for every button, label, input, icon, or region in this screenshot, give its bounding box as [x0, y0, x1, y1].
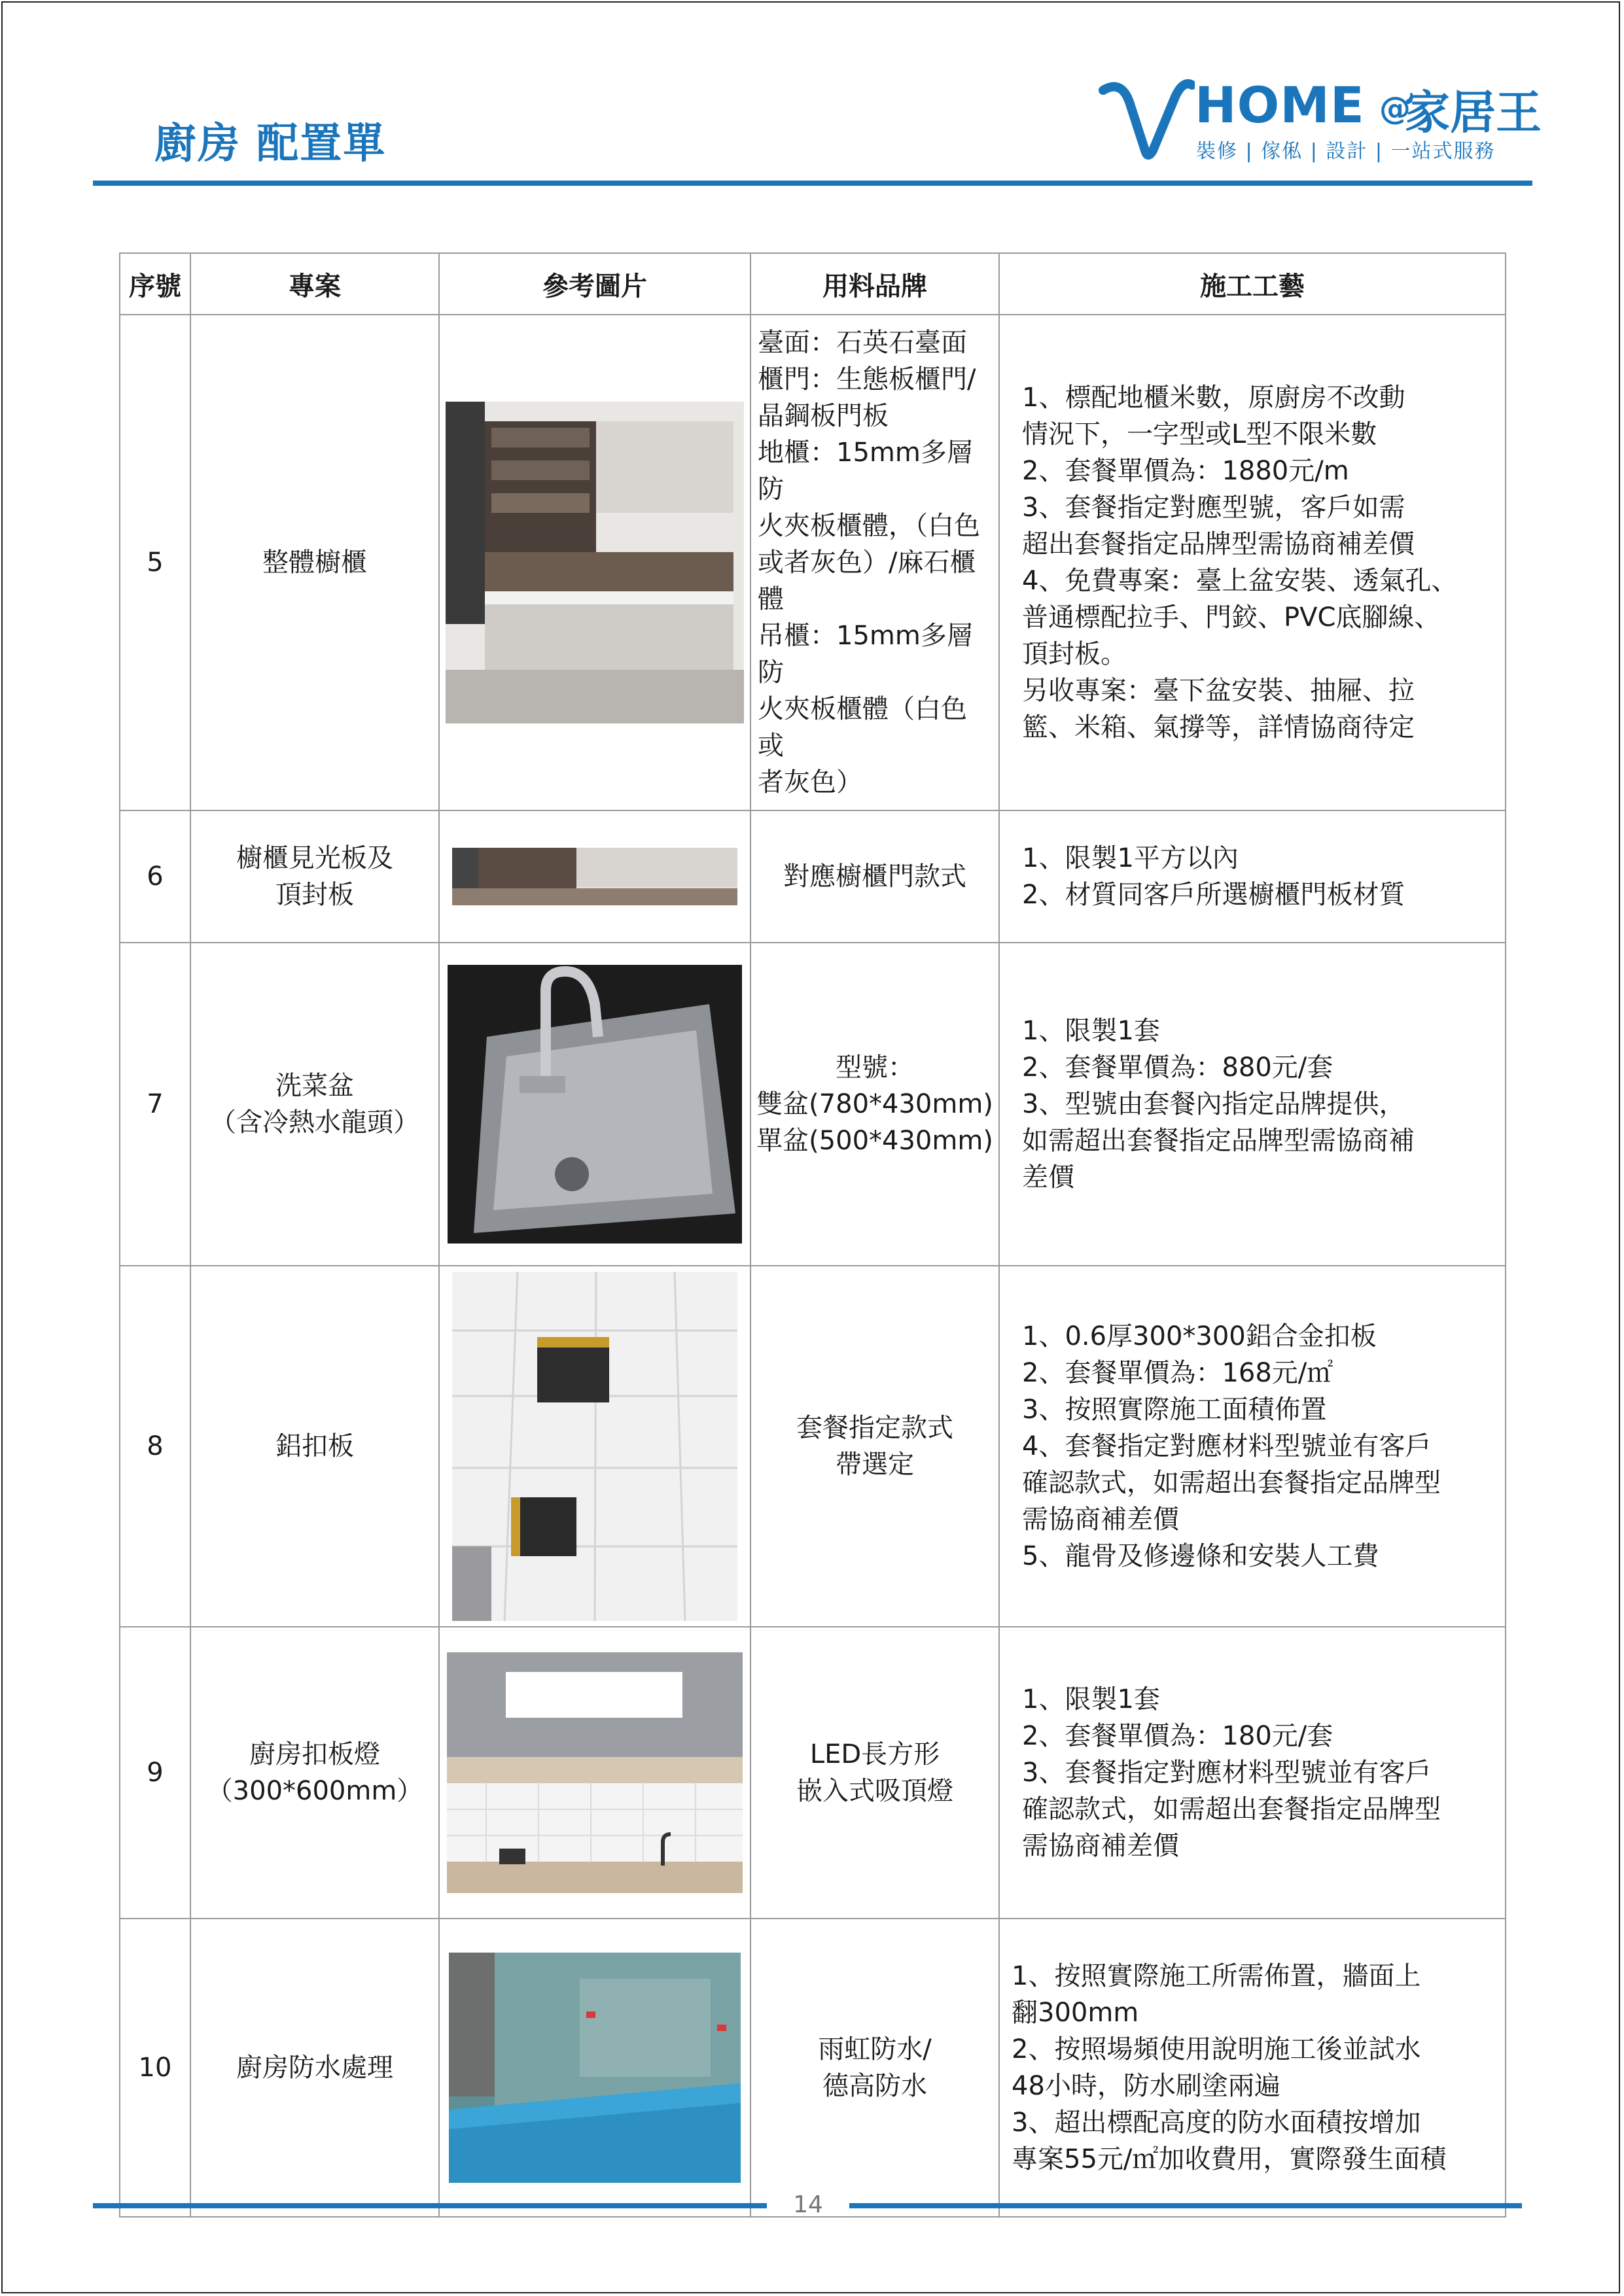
table-row [120, 315, 1506, 810]
config-table [119, 252, 1506, 2218]
logo-home-text: HOME [1195, 76, 1365, 134]
row-process: 1、限製1平方以內 2、材質同客戶所選櫥櫃門板材質 [999, 810, 1506, 943]
row-no: 9 [120, 1627, 190, 1919]
logo-tagline: 裝修 | 傢俬 | 設計 | 一站式服務 [1196, 140, 1496, 163]
row-item: 櫥櫃見光板及 頂封板 [190, 810, 439, 943]
row-material: 套餐指定款式 帶選定 [750, 1266, 999, 1627]
header-image: 參考圖片 [439, 253, 750, 315]
row-process: 1、限製1套 2、套餐單價為：880元/套 3、型號由套餐內指定品牌提供， 如需超出套餐指定品牌型需協商補 差價 [999, 943, 1506, 1266]
table-row [120, 1266, 1506, 1627]
logo-at-text: @ [1379, 90, 1411, 127]
v-logo-icon [1097, 73, 1195, 171]
row-no: 8 [120, 1266, 190, 1627]
table-row [120, 1627, 1506, 1919]
row-material: 型號： 雙盆(780*430mm) 單盆(500*430mm) [750, 943, 999, 1266]
footer-rule-left [93, 2203, 767, 2208]
row-material: LED長方形 嵌入式吸頂燈 [750, 1627, 999, 1919]
header-no: 序號 [120, 253, 190, 315]
row-no: 10 [120, 1919, 190, 2217]
page-title: 廚房 配置單 [154, 120, 387, 168]
row-no: 6 [120, 810, 190, 943]
row-process: 1、0.6厚300*300鋁合金扣板 2、套餐單價為：168元/㎡ 3、按照實際施工面積佈置 4、套餐指定對應材料型號並有客戶 確認款式，如需超出套餐指定品牌型 需協商補差價 5、龍骨及修邊條和安裝人工費 [999, 1266, 1506, 1627]
page-number: 14 [793, 2191, 823, 2218]
row-item: 洗菜盆 （含冷熱水龍頭） [190, 943, 439, 1266]
table-header-row [120, 253, 1506, 315]
row-item: 廚房扣板燈 （300*600mm） [190, 1627, 439, 1919]
footer-rule-right [849, 2203, 1522, 2208]
row-process: 1、限製1套 2、套餐單價為：180元/套 3、套餐指定對應材料型號並有客戶 確認款式，如需超出套餐指定品牌型 需協商補差價 [999, 1627, 1506, 1919]
sink-photo [448, 965, 742, 1244]
brand-logo [1097, 73, 1542, 171]
header-item: 專案 [190, 253, 439, 315]
table-row [120, 943, 1506, 1266]
row-process: 1、標配地櫃米數，原廚房不改動 情況下，一字型或L型不限米數 2、套餐單價為：1880元/m 3、套餐指定對應型號，客戶如需 超出套餐指定品牌型需協商補差價 4、免費專案：臺上盆安裝、透氣孔、 普通標配拉手、門鉸、PVC底腳線、 頂封板。 另收專案：臺下盆安裝、抽屜、拉 籃、米箱、氣撐等，詳情協商待定 [999, 315, 1506, 810]
aluminum-ceiling-photo [452, 1272, 737, 1621]
table-row [120, 1919, 1506, 2217]
table-row [120, 810, 1506, 943]
cabinet-strip-photo [452, 848, 737, 905]
row-no: 5 [120, 315, 190, 810]
header-rule [93, 181, 1532, 186]
row-process: 1、按照實際施工所需佈置，牆面上 翻300mm 2、按照場頻使用說明施工後並試水 48小時，防水刷塗兩遍 3、超出標配高度的防水面積按增加 專案55元/㎡加收費用，實際發生面積 [999, 1919, 1506, 2217]
header-process: 施工工藝 [999, 253, 1506, 315]
ceiling-light-photo [447, 1652, 743, 1893]
row-item: 整體櫥櫃 [190, 315, 439, 810]
kitchen-cabinet-photo [446, 402, 744, 723]
row-no: 7 [120, 943, 190, 1266]
logo-brand-cn: 家居王 [1404, 86, 1542, 139]
waterproofing-photo [449, 1953, 741, 2183]
row-item: 廚房防水處理 [190, 1919, 439, 2217]
row-item: 鋁扣板 [190, 1266, 439, 1627]
row-material: 臺面：石英石臺面 櫃門：生態板櫃門/ 晶鋼板門板 地櫃：15mm多層防 火夾板櫃體，（白色 或者灰色）/麻石櫃 體 吊櫃：15mm多層防 火夾板櫃體（白色或 者灰色） [750, 315, 999, 810]
row-material: 對應櫥櫃門款式 [750, 810, 999, 943]
header-material: 用料品牌 [750, 253, 999, 315]
row-material: 雨虹防水/ 德高防水 [750, 1919, 999, 2217]
